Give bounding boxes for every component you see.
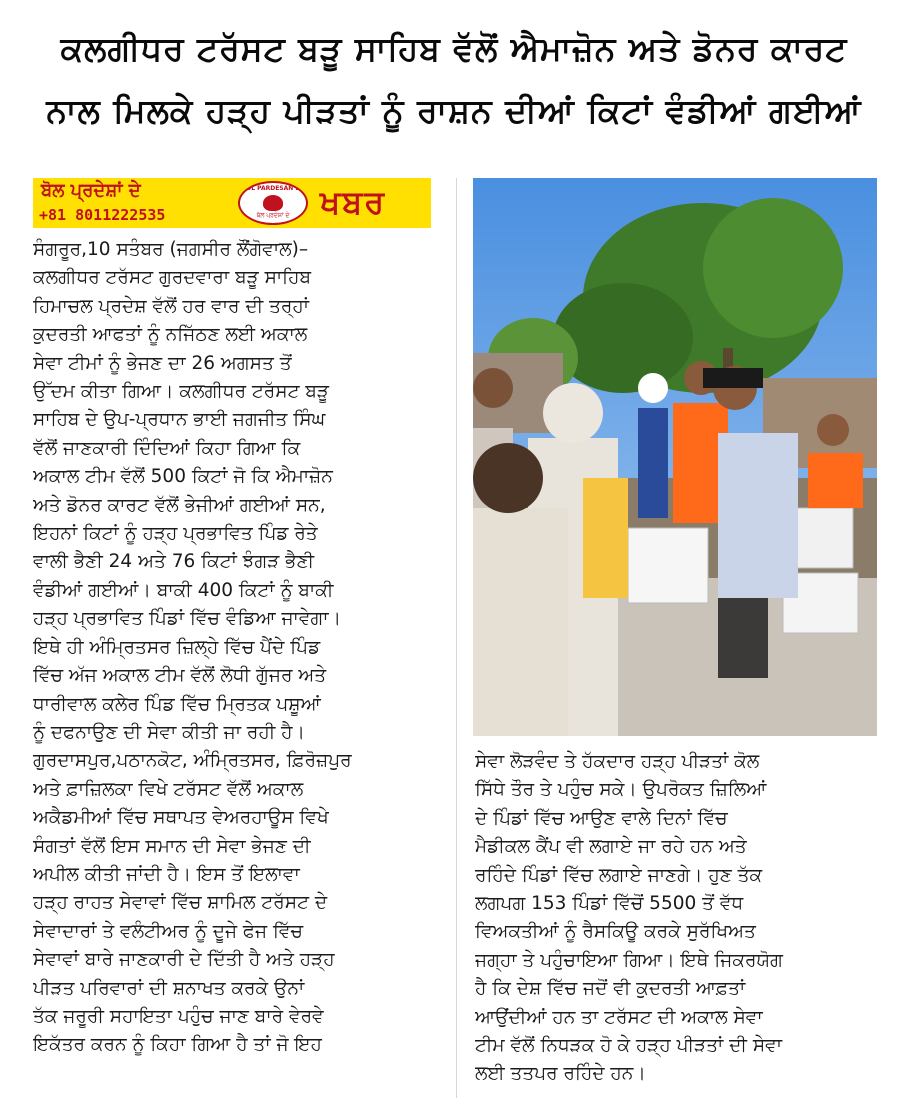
article-line: ਕਲਗੀਧਰ ਟਰੱਸਟ ਗੁਰਦਵਾਰਾ ਬੜੂ ਸਾਹਿਬ (33, 267, 312, 289)
article-line: ਜਗ੍ਹਾ ਤੇ ਪਹੁੰਚਾਇਆ ਗਿਆ। ਇਥੇ ਜਿਕਰਯੋਗ (475, 949, 783, 971)
banner-phone: +81 8011222535 (39, 206, 166, 224)
article-line: ਵਿਅਕਤੀਆਂ ਨੂੰ ਰੈਸਕਿਊ ਕਰਕੇ ਸੁਰੱਖਿਅਤ (475, 921, 756, 943)
article-column-2 (475, 748, 879, 1089)
article-line: ਵਾਲੀ ਭੈਣੀ 24 ਅਤੇ 76 ਕਿਟਾਂ ਝੰਗੜ ਭੈਣੀ (33, 551, 315, 573)
relief-distribution-photo (473, 178, 877, 736)
article-line: ਅਪੀਲ ਕੀਤੀ ਜਾਂਦੀ ਹੈ। ਇਸ ਤੋਂ ਇਲਾਵਾ (33, 863, 300, 885)
article-line: ਨੂੰ ਦਫਨਾਉਣ ਦੀ ਸੇਵਾ ਕੀਤੀ ਜਾ ਰਹੀ ਹੈ। (33, 721, 305, 743)
article-line: ਤੱਕ ਜਰੂਰੀ ਸਹਾਇਤਾ ਪਹੁੰਚ ਜਾਣ ਬਾਰੇ ਵੇਰਵੇ (33, 1005, 324, 1027)
article-line: ਅਤੇ ਡੋਨਰ ਕਾਰਟ ਵੱਲੋਂ ਭੇਜੀਆਂ ਗਈਆਂ ਸਨ, (33, 494, 326, 516)
article-line: ਸਿੱਧੇ ਤੌਰ ਤੇ ਪਹੁੰਚ ਸਕੇ। ਉਪਰੋਕਤ ਜ਼ਿਲਿਆਂ (475, 779, 767, 801)
article-line: ਸੇਵਾਦਾਰਾਂ ਤੇ ਵਲੰਟੀਅਰ ਨੂੰ ਦੂਜੇ ਫੇਜ ਵਿੱਚ (33, 920, 303, 942)
article-column-1 (33, 236, 441, 1060)
article-line: ਲਗਪਗ 153 ਪਿੰਡਾਂ ਵਿੱਚੋਂ 5500 ਤੋਂ ਵੱਧ (475, 893, 744, 915)
headline-line-1: ਕਲਗੀਧਰ ਟਰੱਸਟ ਬੜੂ ਸਾਹਿਬ ਵੱਲੋਂ ਐਮਾਜ਼ੋਨ ਅਤੇ ਡੋਨਰ ਕਾਰਟ (60, 29, 848, 68)
article-line: ਰਹਿੰਦੇ ਪਿੰਡਾਂ ਵਿੱਚ ਲਗਾਏ ਜਾਣਗੇ। ਹੁਣ ਤੱਕ (475, 864, 763, 886)
article-line: ਟੀਮ ਵੱਲੋਂ ਨਿਧੜਕ ਹੋ ਕੇ ਹੜ੍ਹ ਪੀੜਤਾਂ ਦੀ ਸੇਵਾ (475, 1035, 783, 1057)
bol-pardesan-logo-icon (238, 181, 308, 225)
headline-line-2: ਨਾਲ ਮਿਲਕੇ ਹੜ੍ਹ ਪੀੜਤਾਂ ਨੂੰ ਰਾਸ਼ਨ ਦੀਆਂ ਕਿਟਾਂ ਵੰਡੀਆਂ ਗਈਆਂ (46, 91, 862, 130)
logo-heart-shape (263, 195, 283, 211)
article-line: ਸੰਗਤਾਂ ਵੱਲੋਂ ਇਸ ਸਮਾਨ ਦੀ ਸੇਵਾ ਭੇਜਣ ਦੀ (33, 835, 311, 857)
article-line: ਹੜ੍ਹ ਰਾਹਤ ਸੇਵਾਵਾਂ ਵਿੱਚ ਸ਼ਾਮਿਲ ਟਰੱਸਟ ਦੇ (33, 892, 328, 914)
article-line: ਇਥੇ ਹੀ ਅੰਮ੍ਰਿਤਸਰ ਜ਼ਿਲ੍ਹੇ ਵਿੱਚ ਪੈਂਦੇ ਪਿੰਡ (33, 636, 321, 658)
news-banner (33, 178, 431, 228)
article-line: ਆਉਂਦੀਆਂ ਹਨ ਤਾ ਟਰੱਸਟ ਦੀ ਅਕਾਲ ਸੇਵਾ (475, 1006, 763, 1028)
banner-title-left: ਬੋਲ ਪ੍ਰਦੇਸ਼ਾਂ ਦੇ (41, 180, 141, 201)
article-line: ਅਤੇ ਫ਼ਾਜ਼ਿਲਕਾ ਵਿਖੇ ਟਰੱਸਟ ਵੱਲੋਂ ਅਕਾਲ (33, 778, 304, 800)
article-line: ਅਕੈਡਮੀਆਂ ਵਿੱਚ ਸਥਾਪਤ ਵੇਅਰਹਾਊਸ ਵਿਖੇ (33, 807, 329, 829)
article-line: ਅਕਾਲ ਟੀਮ ਵੱਲੋਂ 500 ਕਿਟਾਂ ਜੋ ਕਿ ਐਮਾਜ਼ੋਨ (33, 466, 333, 488)
article-line: ਪੀੜਤ ਪਰਿਵਾਰਾਂ ਦੀ ਸ਼ਨਾਖਤ ਕਰਕੇ ਉਨਾਂ (33, 977, 305, 999)
article-line: ਹੜ੍ਹ ਪ੍ਰਭਾਵਿਤ ਪਿੰਡਾਂ ਵਿੱਚ ਵੰਡਿਆ ਜਾਵੇਗਾ। (33, 608, 342, 630)
article-line: ਗੁਰਦਾਸਪੁਰ,ਪਠਾਨਕੋਟ, ਅੰਮ੍ਰਿਤਸਰ, ਫ਼ਿਰੋਜ਼ਪੁਰ (33, 750, 352, 772)
article-line: ਹਿਮਾਚਲ ਪ੍ਰਦੇਸ਼ ਵੱਲੋਂ ਹਰ ਵਾਰ ਦੀ ਤਰ੍ਹਾਂ (33, 295, 309, 317)
banner-title-right: ਖਬਰ (320, 183, 387, 221)
article-line: ਸੇਵਾਵਾਂ ਬਾਰੇ ਜਾਣਕਾਰੀ ਦੇ ਦਿੱਤੀ ਹੈ ਅਤੇ ਹੜ੍ਹ (33, 949, 335, 971)
headline (0, 18, 908, 142)
article-line: ਇਕੱਤਰ ਕਰਨ ਨੂੰ ਕਿਹਾ ਗਿਆ ਹੈ ਤਾਂ ਜੋ ਇਹ (33, 1034, 322, 1056)
column-divider (456, 178, 457, 1098)
logo-bottom-text: ਬੋਲ ਪ੍ਰਦੇਸ਼ਾਂ ਦੇ (256, 212, 290, 219)
article-line: ਕੁਦਰਤੀ ਆਫਤਾਂ ਨੂੰ ਨਜਿੱਠਣ ਲਈ ਅਕਾਲ (33, 324, 308, 346)
article-line: ਮੈਡੀਕਲ ਕੈਂਪ ਵੀ ਲਗਾਏ ਜਾ ਰਹੇ ਹਨ ਅਤੇ (475, 836, 747, 858)
article-line: ਵਿੱਚ ਅੱਜ ਅਕਾਲ ਟੀਮ ਵੱਲੋਂ ਲੋਧੀ ਗੁੱਜਰ ਅਤੇ (33, 665, 327, 687)
news-photo (473, 178, 877, 736)
article-line: ਸੇਵਾ ਟੀਮਾਂ ਨੂੰ ਭੇਜਣ ਦਾ 26 ਅਗਸਤ ਤੋਂ (33, 352, 292, 374)
article-line: ਵੰਡੀਆਂ ਗਈਆਂ। ਬਾਕੀ 400 ਕਿਟਾਂ ਨੂੰ ਬਾਕੀ (33, 579, 334, 601)
article-line: ਹੈ ਕਿ ਦੇਸ਼ ਵਿੱਚ ਜਦੋਂ ਵੀ ਕੁਦਰਤੀ ਆਫ਼ਤਾਂ (475, 978, 746, 1000)
article-line: ਇਹਨਾਂ ਕਿਟਾਂ ਨੂੰ ਹੜ੍ਹ ਪ੍ਰਭਾਵਿਤ ਪਿੰਡ ਰੇਤੇ (33, 523, 318, 545)
article-line: ਸੇਵਾ ਲੋੜਵੰਦ ਤੇ ਹੱਕਦਾਰ ਹੜ੍ਹ ਪੀੜਤਾਂ ਕੋਲ (475, 751, 760, 772)
article-line: ਸਾਹਿਬ ਦੇ ਉਪ-ਪ੍ਰਧਾਨ ਭਾਈ ਜਗਜੀਤ ਸਿੰਘ (33, 409, 326, 431)
article-line: ਵੱਲੋਂ ਜਾਣਕਾਰੀ ਦਿੰਦਿਆਂ ਕਿਹਾ ਗਿਆ ਕਿ (33, 437, 301, 459)
article-line: ਦੇ ਪਿੰਡਾਂ ਵਿੱਚ ਆਉਣ ਵਾਲੇ ਦਿਨਾਂ ਵਿੱਚ (475, 807, 728, 829)
article-line: ਲਈ ਤਤਪਰ ਰਹਿੰਦੇ ਹਨ। (475, 1063, 646, 1085)
article-line: ਸੰਗਰੂਰ,10 ਸਤੰਬਰ (ਜਗਸੀਰ ਲੌਂਗੋਵਾਲ)– (33, 239, 309, 260)
article-line: ਉੱਦਮ ਕੀਤਾ ਗਿਆ। ਕਲਗੀਧਰ ਟਰੱਸਟ ਬੜੂ (33, 381, 329, 403)
article-line: ਧਾਰੀਵਾਲ ਕਲੇਰ ਪਿੰਡ ਵਿੱਚ ਮ੍ਰਿਤਕ ਪਸ਼ੂਆਂ (33, 693, 321, 715)
logo-top-text: BOL PARDESAN DE (241, 185, 305, 192)
